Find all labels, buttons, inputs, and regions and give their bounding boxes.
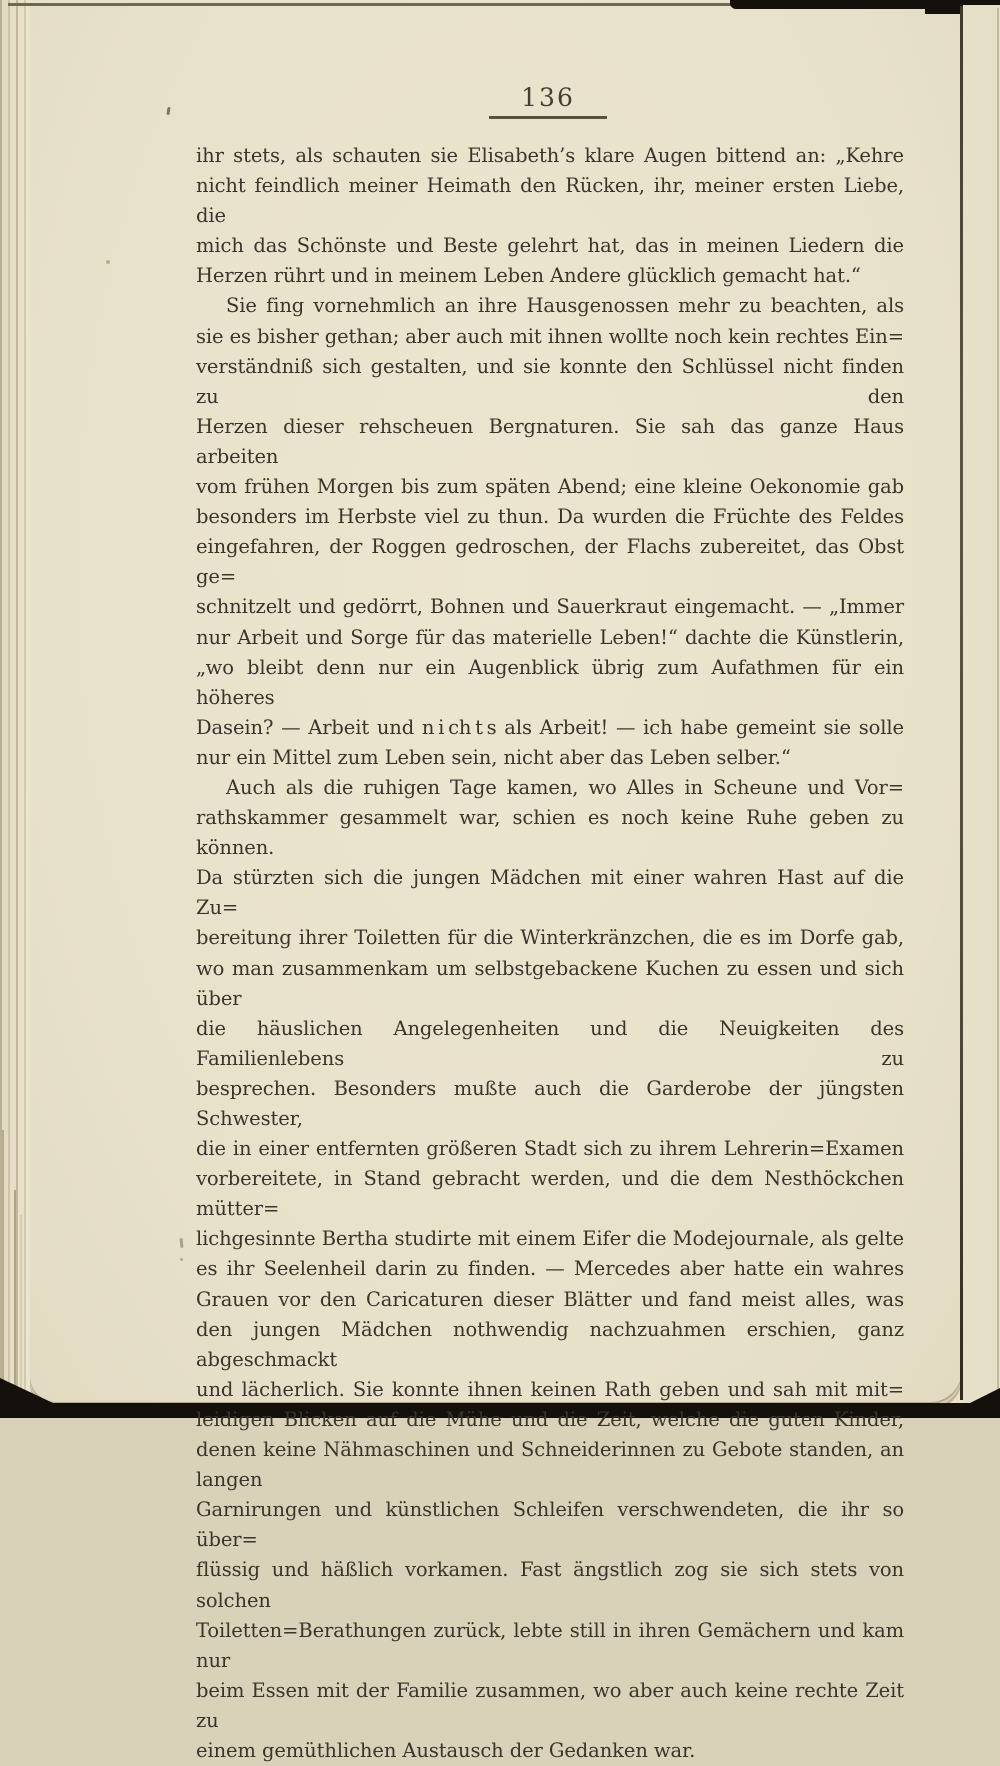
text-line: besonders im Herbste viel zu thun. Da wurden die Früchte des Feldes bbox=[196, 505, 904, 529]
paper-speck bbox=[106, 260, 110, 264]
text-block bbox=[196, 141, 904, 1766]
text-line: verständniß sich gestalten, und sie konnte den Schlüssel nicht finden zu den bbox=[196, 354, 904, 408]
far-right-edge-line bbox=[997, 8, 999, 1394]
text-line: nur Arbeit und Sorge für das materielle Leben!“ dachte die Künstlerin, bbox=[196, 625, 904, 649]
text-line: leidigen Blicken auf die Mühe und die Zeit, welche die guten Kinder, bbox=[196, 1407, 904, 1431]
text-line: vom frühen Morgen bis zum späten Abend; eine kleine Oekonomie gab bbox=[196, 475, 904, 499]
text-line: Grauen vor den Caricaturen dieser Blätter und fand meist alles, was bbox=[196, 1287, 904, 1311]
next-page-sliver bbox=[963, 5, 1000, 1404]
text-line: Dasein? — Arbeit und n i ch t s als Arbeit! — ich habe gemeint sie solle bbox=[196, 715, 904, 739]
text-line: eingefahren, der Roggen gedroschen, der Flachs zubereitet, das Obst ge= bbox=[196, 535, 904, 589]
text-line: nicht feindlich meiner Heimath den Rücken, ihr, meiner ersten Liebe, die bbox=[196, 174, 904, 228]
text-line: Herzen rührt und in meinem Leben Andere glücklich gemacht hat.“ bbox=[196, 264, 861, 288]
text-line: Toiletten=Berathungen zurück, lebte still in ihren Gemächern und kam nur bbox=[196, 1618, 904, 1672]
text-line: Sie fing vornehmlich an ihre Hausgenossen mehr zu beachten, als bbox=[226, 294, 904, 318]
right-page-edge-line bbox=[960, 6, 963, 1400]
text-line: nur ein Mittel zum Leben sein, nicht aber das Leben selber.“ bbox=[196, 745, 791, 769]
text-line: Garnirungen und künstlichen Schleifen verschwendeten, die ihr so über= bbox=[196, 1498, 904, 1552]
text-line: mich das Schönste und Beste gelehrt hat, das in meinen Liedern die bbox=[196, 234, 904, 258]
text-line: denen keine Nähmaschinen und Schneiderinnen zu Gebote standen, an langen bbox=[196, 1438, 904, 1492]
text-line: die häuslichen Angelegenheiten und die Neuigkeiten des Familienlebens zu bbox=[196, 1016, 904, 1070]
text-line: vorbereitete, in Stand gebracht werden, und die dem Nesthöckchen mütter= bbox=[196, 1167, 904, 1221]
text-line: „wo bleibt denn nur ein Augenblick übrig zum Aufathmen für ein höheres bbox=[196, 655, 904, 709]
text-line: lichgesinnte Bertha studirte mit einem Eifer die Modejournale, als gelte bbox=[196, 1227, 904, 1251]
book-left-page-edges bbox=[0, 0, 30, 1418]
page-number: 136 bbox=[489, 84, 607, 119]
page-top-edge-line bbox=[8, 3, 758, 6]
text-line: ihr stets, als schauten sie Elisabeth’s klare Augen bittend an: „Kehre bbox=[196, 144, 904, 167]
text-line: sie es bisher gethan; aber auch mit ihnen wollte noch kein rechtes Ein= bbox=[196, 324, 904, 348]
text-line: rathskammer gesammelt war, schien es noch keine Ruhe geben zu können. bbox=[196, 806, 904, 860]
text-line: den jungen Mädchen nothwendig nachzuahmen erschien, ganz abgeschmackt bbox=[196, 1317, 904, 1371]
text-line: es ihr Seelenheil darin zu finden. — Mercedes aber hatte ein wahres bbox=[196, 1257, 904, 1281]
text-line: Auch als die ruhigen Tage kamen, wo Alles in Scheune und Vor= bbox=[226, 775, 904, 799]
text-line: die in einer entfernten größeren Stadt sich zu ihrem Lehrerin=Examen bbox=[196, 1137, 904, 1161]
text-line: schnitzelt und gedörrt, Bohnen und Sauerkraut eingemacht. — „Immer bbox=[196, 595, 904, 619]
text-line: besprechen. Besonders mußte auch die Garderobe der jüngsten Schwester, bbox=[196, 1076, 904, 1130]
text-line: und lächerlich. Sie konnte ihnen keinen Rath geben und sah mit mit= bbox=[196, 1377, 904, 1401]
paper-speck bbox=[180, 1258, 183, 1261]
text-line: flüssig und häßlich vorkamen. Fast ängstlich zog sie sich stets von solchen bbox=[196, 1558, 904, 1612]
text-line: Herzen dieser rehscheuen Bergnaturen. Sie sah das ganze Haus arbeiten bbox=[196, 414, 904, 468]
text-line: Da stürzten sich die jungen Mädchen mit einer wahren Hast auf die Zu= bbox=[196, 866, 904, 920]
text-line: wo man zusammenkam um selbstgebackene Kuchen zu essen und sich über bbox=[196, 956, 904, 1010]
text-line: einem gemüthlichen Austausch der Gedanken war. bbox=[196, 1738, 696, 1762]
text-line: beim Essen mit der Familie zusammen, wo aber auch keine rechte Zeit zu bbox=[196, 1678, 904, 1732]
text-line: bereitung ihrer Toiletten für die Winterkränzchen, die es im Dorfe gab, bbox=[196, 926, 904, 950]
